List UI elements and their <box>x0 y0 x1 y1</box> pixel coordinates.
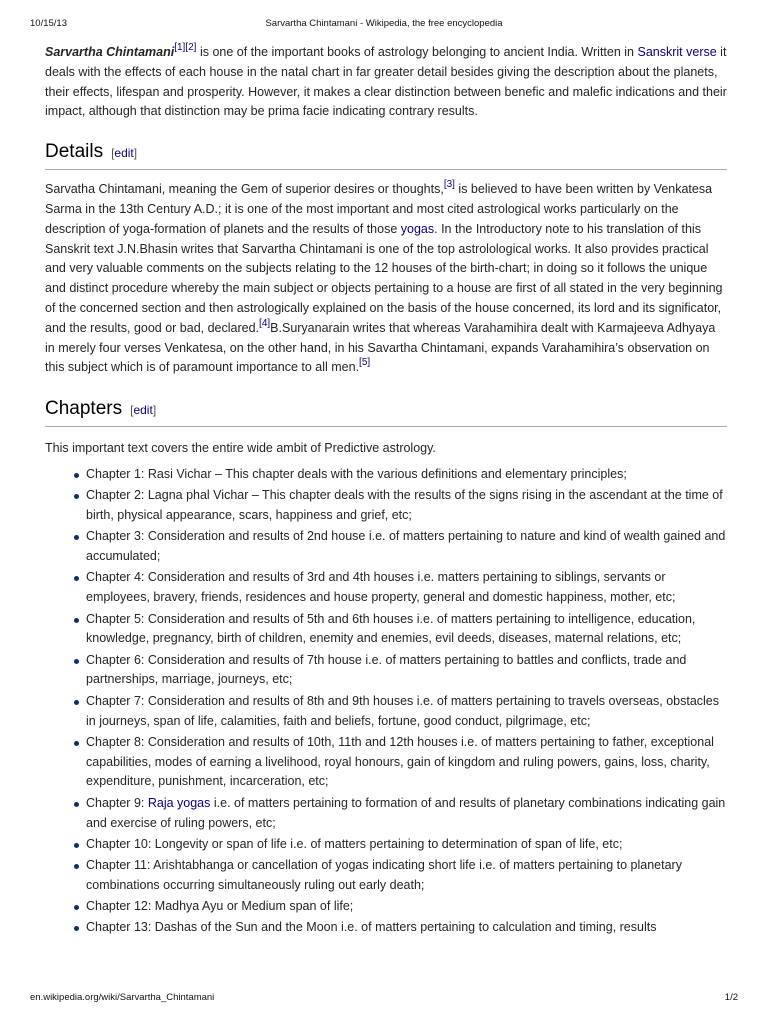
ref-4[interactable] <box>259 318 270 329</box>
ref-2[interactable] <box>185 42 196 53</box>
list-item: Chapter 3: Consideration and results of 2nd house i.e. of matters pertaining to nature and kind of wealth gained and accumulated; <box>86 527 727 567</box>
print-date: 10/15/13 <box>30 18 67 29</box>
list-item <box>86 794 727 834</box>
list-item: Chapter 6: Consideration and results of 7th house i.e. of matters pertaining to battles and conflicts, trade and partnerships, marriage, journeys, etc; <box>86 651 727 691</box>
print-title: Sarvartha Chintamani - Wikipedia, the free encyclopedia <box>265 18 503 29</box>
chapter-9-prefix: Chapter 9: <box>86 795 148 810</box>
details-text-2: is believed to have been written by Venkatesa Sarma in the 13th Century A.D.; it is one of the most important and most cited astrological works particularly on the description of yoga-formation of planets and the results of those <box>45 182 713 236</box>
ref-4-link[interactable]: [4] <box>259 317 271 329</box>
list-item: Chapter 13: Dashas of the Sun and the Moon i.e. of matters pertaining to calculation and timing, results <box>86 918 727 938</box>
intro-text-1: is one of the important books of astrology belonging to ancient India. Written in <box>196 45 638 59</box>
print-footer <box>30 992 738 1006</box>
ref-5-link[interactable]: [5] <box>359 357 371 369</box>
details-text-4: B.Suryanarain writes that whereas Varahamihira dealt with Karmajeeva Adhyaya in merely four verses Venkatesa, on the other hand, in his Savartha Chintamani, expands Varahamihira’s observation on this subject which is of paramount importance to all men. <box>45 320 716 375</box>
chapters-intro: This important text covers the entire wide ambit of Predictive astrology. <box>45 441 436 456</box>
details-text-1: Sarvatha Chintamani, meaning the Gem of superior desires or thoughts, <box>45 182 444 197</box>
list-item: Chapter 5: Consideration and results of 5th and 6th houses i.e. of matters pertaining to intelligence, education, knowledge, pregnancy, birth of children, enemity and enemies, evil deeds, diseases, maternal relations, etc; <box>86 610 727 650</box>
chapters-edit-close: ] <box>152 403 157 418</box>
details-heading <box>45 140 727 170</box>
yogas-link[interactable]: yogas <box>400 221 435 236</box>
list-item: Chapter 8: Consideration and results of 10th, 11th and 12th houses i.e. of matters pertaining to father, exceptional capabilities, modes of earning a livelihood, royal honours, gain of kingdom and ruling powers, gains, loss, charity, expenditure, punishment, incarceration, etc; <box>86 733 727 792</box>
details-edit-link[interactable]: edit <box>114 146 134 161</box>
chapter-9-text: i.e. of matters pertaining to formation of and results of planetary combinations indicating gain and exercise of ruling powers, etc; <box>86 795 726 830</box>
ref-1[interactable] <box>174 42 185 53</box>
intro-text-2: it deals with the effects of each house in the natal chart in far greater detail besides giving the description about the planets, their effects, lifespan and prosperity. However, it makes a clear distinction between benefic and malefic indications and their impact, although that distinction may be prima facie indicating contrary results. <box>45 45 727 119</box>
list-item: Chapter 1: Rasi Vichar – This chapter deals with the various definitions and elementary principles; <box>86 465 727 485</box>
details-edit-close: ] <box>133 146 138 161</box>
chapters-edit-section <box>130 403 156 417</box>
raja-yogas-link[interactable]: Raja yogas <box>147 795 211 810</box>
print-url: en.wikipedia.org/wiki/Sarvartha_Chintamani <box>30 992 215 1003</box>
print-header <box>30 18 738 32</box>
list-item: Chapter 11: Arishtabhanga or cancellation of yogas indicating short life i.e. of matters pertaining to planetary combinations occurring simultaneously ruling out early death; <box>86 856 727 896</box>
chapters-heading <box>45 397 727 427</box>
chapters-heading-text: Chapters <box>45 398 123 420</box>
ref-5[interactable] <box>359 357 370 368</box>
article-subject: Sarvartha Chintamani <box>45 45 175 59</box>
ref-3[interactable] <box>444 179 455 190</box>
list-item: Chapter 2: Lagna phal Vichar – This chapter deals with the results of the signs rising in the ascendant at the time of birth, physical appearance, scars, happiness and grief, etc; <box>86 486 727 526</box>
list-item: Chapter 7: Consideration and results of 8th and 9th houses i.e. of matters pertaining to travels overseas, obstacles in journeys, span of life, calamities, faith and beliefs, fortune, good conduct, pilgrimage, etc; <box>86 692 727 732</box>
details-paragraph <box>45 180 727 378</box>
ref-1-link[interactable]: [1] <box>174 42 186 53</box>
details-heading-text: Details <box>45 141 104 163</box>
sanskrit-verse-link[interactable]: Sanskrit verse <box>637 45 717 59</box>
article-body <box>45 43 727 940</box>
ref-2-link[interactable]: [2] <box>185 42 197 53</box>
chapters-edit-link[interactable]: edit <box>133 403 153 418</box>
details-edit-section <box>111 146 137 160</box>
details-text-3: . In the Introductory note to his translation of this Sanskrit text J.N.Bhasin writes that Sarvartha Chintamani is one of the top astrolological works. It also provides practical and very valuable comments on the subjects relating to the 12 houses of the birth-chart; in doing so it follows the unique and distinct procedure whereby the main subject or objects pertaining to a house are first of all stated in the very beginning of the concerned section and then astrologically explained on the basis of the house concerned, its lord and its significator, and the results, good or bad, declared. <box>45 221 723 335</box>
list-item: Chapter 10: Longevity or span of life i.e. of matters pertaining to determination of span of life, etc; <box>86 835 727 855</box>
intro-paragraph <box>45 43 727 122</box>
details-edit-open: [ <box>111 146 115 161</box>
chapter-list <box>45 465 727 938</box>
chapters-edit-open: [ <box>130 403 134 418</box>
ref-3-link[interactable]: [3] <box>443 179 455 191</box>
list-item: Chapter 12: Madhya Ayu or Medium span of life; <box>86 897 727 917</box>
list-item: Chapter 4: Consideration and results of 3rd and 4th houses i.e. matters pertaining to siblings, servants or employees, bravery, friends, residences and house property, general and domestic happiness, mother, etc; <box>86 568 727 608</box>
page-number: 1/2 <box>724 992 738 1003</box>
